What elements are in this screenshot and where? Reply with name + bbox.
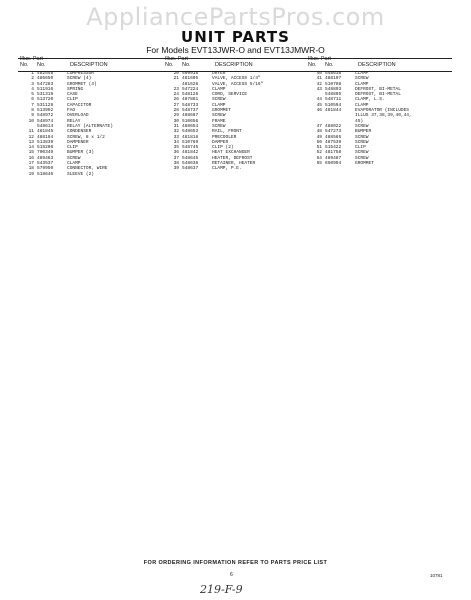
illus-no: 20 xyxy=(173,71,179,76)
part-description: RETAINER, HEATER xyxy=(212,161,256,167)
part-number: 515422 xyxy=(325,145,342,151)
parts-column-2 xyxy=(165,56,305,172)
illus-no: 39 xyxy=(173,166,179,172)
part-description: FAO xyxy=(67,108,76,114)
illus-no: 42 xyxy=(316,81,322,87)
part-number: 518646 xyxy=(37,171,54,177)
illus-no: 16 xyxy=(28,155,34,161)
part-description: HEAT EXCHANGER xyxy=(212,150,250,156)
part-description: PRECOOLER xyxy=(212,134,237,140)
illus-no: 54 xyxy=(316,155,322,161)
handwritten-note: 219-F-9 xyxy=(200,583,243,596)
part-description: OVERLOAD xyxy=(67,113,89,119)
part-number: 481605 xyxy=(182,76,199,82)
part-number: 548636 xyxy=(182,161,199,167)
illus-part-label: Illus. Part xyxy=(165,56,188,62)
part-description: GROMMET (4) xyxy=(67,81,97,87)
part-description: CONDENSER xyxy=(67,129,92,135)
part-description: SCREW xyxy=(67,155,81,161)
illus-no: 19 xyxy=(28,171,34,177)
illus-no: 27 xyxy=(173,102,179,108)
illus-no: 37 xyxy=(173,155,179,161)
illus-no: 13 xyxy=(28,139,34,145)
part-description: VALVE, ACCESS 5/16" xyxy=(212,81,264,87)
part-number: 548614 xyxy=(37,123,54,129)
parts-row xyxy=(20,172,162,177)
part-number: 481626 xyxy=(182,81,199,87)
illus-no: 29 xyxy=(173,113,179,119)
part-description: CASE xyxy=(67,92,78,98)
part-number: 515208 xyxy=(37,145,54,151)
part-description: SCREW xyxy=(355,150,369,156)
part-number: 531129 xyxy=(37,102,54,108)
part-number: 579950 xyxy=(37,166,54,172)
part-number: 486650 xyxy=(37,76,54,82)
part-description: SCREW xyxy=(355,123,369,129)
illus-no: 9 xyxy=(31,113,34,119)
illus-no: 52 xyxy=(316,150,322,156)
illus-no: 36 xyxy=(173,150,179,156)
illus-no: 4 xyxy=(31,86,34,92)
illus-no: 5 xyxy=(31,92,34,98)
part-no-label: No. xyxy=(325,62,334,68)
part-number: 481845 xyxy=(37,129,54,135)
part-description: CLIP xyxy=(355,145,366,151)
part-description: CLIP xyxy=(67,145,78,151)
part-number: 488565 xyxy=(325,134,342,140)
part-description: GROMMET xyxy=(355,161,374,167)
part-number: 513839 xyxy=(37,139,54,145)
illus-no: 12 xyxy=(28,134,34,140)
part-description: EVAPORATOR (INCLUDES xyxy=(355,108,410,114)
illus-no: 10 xyxy=(28,118,34,124)
ordering-note: FOR ORDERING INFORMATION REFER TO PARTS PRICE LIST xyxy=(143,560,328,566)
part-number: 487881 xyxy=(182,97,199,103)
no-label: No. xyxy=(165,62,174,68)
illus-no: 47 xyxy=(316,123,322,129)
illus-no: 7 xyxy=(31,102,34,108)
part-number: 548637 xyxy=(182,166,199,172)
illus-no: 28 xyxy=(173,108,179,114)
document-code: 10781 xyxy=(430,573,443,578)
parts-column-1 xyxy=(20,56,162,177)
part-number: 548126 xyxy=(182,92,199,98)
illus-no: 35 xyxy=(173,145,179,151)
illus-no: 55 xyxy=(316,161,322,167)
column-header xyxy=(20,56,162,71)
no-label: No. xyxy=(308,62,317,68)
part-description: SCREW, 8 x 1/2 xyxy=(67,134,105,140)
part-number: 547273 xyxy=(325,129,342,135)
description-label: DESCRIPTION xyxy=(70,62,108,68)
part-number: 489463 xyxy=(37,155,54,161)
part-description: SCREW xyxy=(355,134,369,140)
part-description: CLAMP xyxy=(212,102,226,108)
part-description: DEFROST, BI-METAL xyxy=(355,92,401,98)
part-number: 548895 xyxy=(325,92,342,98)
part-description: SCREW xyxy=(212,123,226,129)
illus-no: 6 xyxy=(31,97,34,103)
illus-no: 32 xyxy=(173,129,179,135)
parts-row xyxy=(165,166,305,171)
parts-list-3 xyxy=(308,71,456,166)
page-number: 6 xyxy=(230,572,233,578)
part-number: 548893 xyxy=(325,86,342,92)
part-description: HEATER, DEFROST xyxy=(212,155,253,161)
part-description: SPRING xyxy=(67,86,84,92)
part-number: 650994 xyxy=(325,161,342,167)
part-no-label: No. xyxy=(37,62,46,68)
column-header xyxy=(308,56,456,71)
part-description: SCREW xyxy=(355,155,369,161)
illus-no: 34 xyxy=(173,139,179,145)
part-description: CLIP xyxy=(67,97,78,103)
part-number: 488654 xyxy=(182,123,199,129)
part-number: 548737 xyxy=(182,108,199,114)
illus-no: 50 xyxy=(316,139,322,145)
part-description: RELAY (ALTERNATE) xyxy=(67,123,113,129)
part-description: BUMPER xyxy=(355,129,372,135)
part-description: CLAMP xyxy=(355,81,369,87)
part-number: 488197 xyxy=(325,76,342,82)
page-subtitle: For Models EVT13JWR-O and EVT13JMWR-O xyxy=(146,45,325,55)
watermark: AppliancePartsPros.com xyxy=(86,3,385,31)
part-description: 45) xyxy=(355,118,364,124)
part-description: RELAY xyxy=(67,118,81,124)
part-number: 511916 xyxy=(37,86,54,92)
illus-part-label: Illus. Part xyxy=(308,56,331,62)
part-description: DEFROST, BI-METAL xyxy=(355,86,401,92)
part-number: 548645 xyxy=(182,155,199,161)
part-number: 510769 xyxy=(182,139,199,145)
part-description: DAMPENER xyxy=(67,139,89,145)
part-number: 481818 xyxy=(182,134,199,140)
part-description: CLAMP xyxy=(355,102,369,108)
parts-column-3 xyxy=(308,56,456,166)
illus-no: 40 xyxy=(316,71,322,76)
part-number: 513720 xyxy=(37,97,54,103)
part-number: 487539 xyxy=(325,139,342,145)
part-description: CORD, SERVICE xyxy=(212,92,248,98)
part-number: 548638 xyxy=(325,71,342,76)
part-description: SCREW xyxy=(355,139,369,145)
illus-no: 33 xyxy=(173,134,179,140)
part-number: 488194 xyxy=(37,134,54,140)
part-no-label: No. xyxy=(182,62,191,68)
illus-no: 24 xyxy=(173,92,179,98)
part-number: 509918 xyxy=(182,71,199,76)
illus-no: 45 xyxy=(316,102,322,108)
part-description: SLEEVE (2) xyxy=(67,171,95,177)
illus-no: 1 xyxy=(31,71,34,76)
part-number: 531319 xyxy=(37,92,54,98)
part-description: BUMPER (3) xyxy=(67,150,95,156)
illus-no: 48 xyxy=(316,129,322,135)
part-number: 488667 xyxy=(182,113,199,119)
illus-no: 15 xyxy=(28,150,34,156)
parts-list-2 xyxy=(165,71,305,172)
illus-no: 31 xyxy=(173,123,179,129)
part-description: DRYER xyxy=(212,71,226,76)
illus-no: 26 xyxy=(173,97,179,103)
part-description: CLAMP, P.E. xyxy=(212,166,242,172)
part-number: 510798 xyxy=(325,81,342,87)
part-description: ILLUS 37,38,39,40,44, xyxy=(355,113,412,119)
part-description: VALVE, ACCESS 1/4" xyxy=(212,76,261,82)
part-description: CLAMP xyxy=(355,71,369,76)
illus-no: 46 xyxy=(316,108,322,114)
description-label: DESCRIPTION xyxy=(358,62,396,68)
part-number: 513992 xyxy=(37,108,54,114)
illus-no: 44 xyxy=(316,97,322,103)
part-number: 481758 xyxy=(325,150,342,156)
part-description: FRAME xyxy=(212,118,226,124)
illus-part-label: Illus. Part xyxy=(20,56,43,62)
part-number: 543537 xyxy=(37,161,54,167)
part-description: CONNECTOR, WIRE xyxy=(67,166,108,172)
illus-no: 49 xyxy=(316,134,322,140)
illus-no: 14 xyxy=(28,145,34,151)
part-description: CLAMP xyxy=(212,86,226,92)
illus-no: 41 xyxy=(316,76,322,82)
illus-no: 18 xyxy=(28,166,34,172)
part-number: 510656 xyxy=(182,118,199,124)
part-number: 547283 xyxy=(37,81,54,87)
part-number: 481844 xyxy=(325,108,342,114)
description-label: DESCRIPTION xyxy=(215,62,253,68)
part-number: 482548 xyxy=(37,71,54,76)
part-number: 488022 xyxy=(325,123,342,129)
illus-no: 21 xyxy=(173,76,179,82)
page-title: UNIT PARTS xyxy=(181,28,290,46)
illus-no: 8 xyxy=(31,108,34,114)
illus-no: 43 xyxy=(316,86,322,92)
part-description: SCREW xyxy=(212,97,226,103)
parts-list-1 xyxy=(20,71,162,177)
part-description: CLAMP xyxy=(67,161,81,167)
illus-no: 30 xyxy=(173,118,179,124)
part-number: 510594 xyxy=(325,102,342,108)
parts-row xyxy=(308,161,456,166)
part-number: 489487 xyxy=(325,155,342,161)
part-description: SCREW xyxy=(355,76,369,82)
illus-no: 38 xyxy=(173,161,179,167)
illus-no: 51 xyxy=(316,145,322,151)
part-description: CLIP (2) xyxy=(212,145,234,151)
part-description: COMPRESSOR xyxy=(67,71,95,76)
part-number: 700349 xyxy=(37,150,54,156)
illus-no: 11 xyxy=(28,129,34,135)
illus-no: 2 xyxy=(31,76,34,82)
part-description: CLAMP, L.S. xyxy=(355,97,385,103)
illus-no: 3 xyxy=(31,81,34,87)
illus-no: 17 xyxy=(28,161,34,167)
part-description: GROMMET xyxy=(212,108,231,114)
part-description: SCREW (4) xyxy=(67,76,92,82)
part-number: 548745 xyxy=(182,145,199,151)
part-description: RAIL, FRONT xyxy=(212,129,242,135)
part-number: 548653 xyxy=(182,129,199,135)
part-number: 547224 xyxy=(182,86,199,92)
column-header xyxy=(165,56,305,71)
no-label: No. xyxy=(20,62,29,68)
part-description: CAPACITOR xyxy=(67,102,92,108)
part-number: 548733 xyxy=(182,102,199,108)
part-number: 481842 xyxy=(182,150,199,156)
part-description: SCREW xyxy=(212,113,226,119)
illus-no: 23 xyxy=(173,86,179,92)
part-number: 548974 xyxy=(37,118,54,124)
part-number: 548711 xyxy=(325,97,342,103)
part-number: 548972 xyxy=(37,113,54,119)
part-description: DAMPER xyxy=(212,139,229,145)
